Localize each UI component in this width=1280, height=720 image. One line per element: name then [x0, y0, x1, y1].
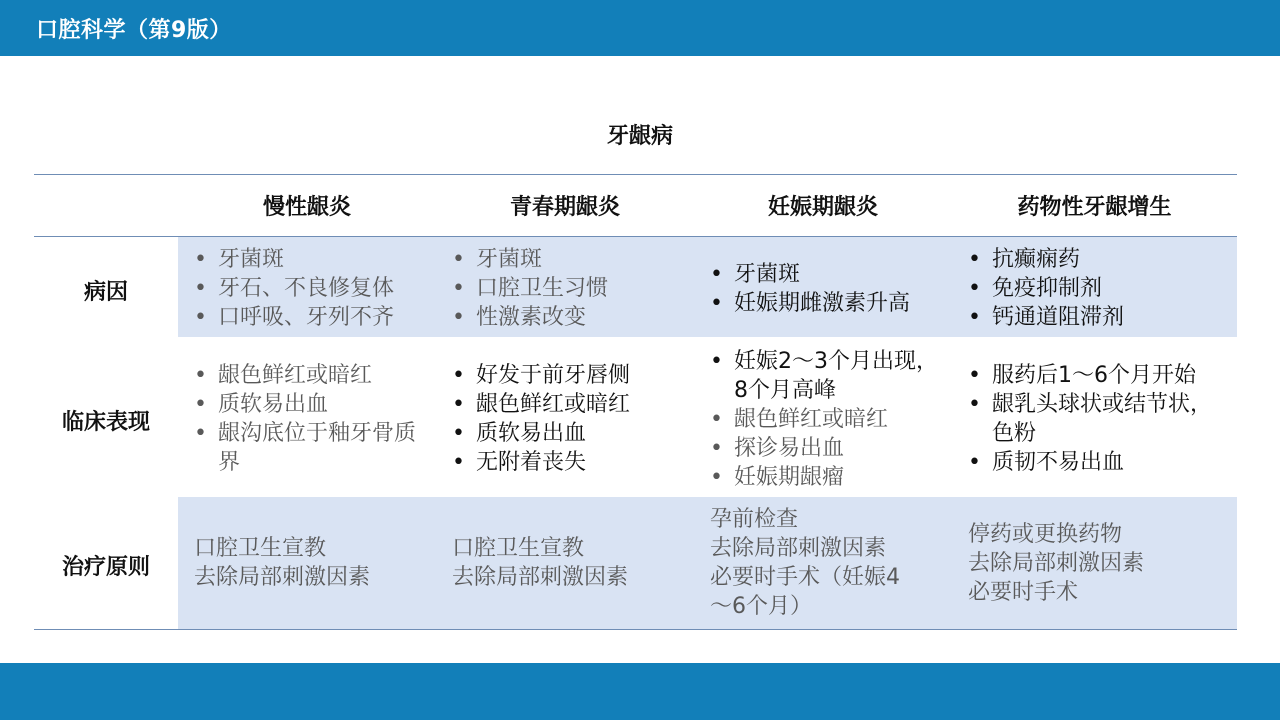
list-item: • 无附着丧失 — [446, 448, 691, 477]
row-header-treatment: 治疗原则 — [61, 555, 150, 580]
list-item: • 质软易出血 — [188, 390, 428, 419]
cell-etiology-pregnancy — [704, 245, 949, 332]
list-item: • 质软易出血 — [446, 419, 691, 448]
text-line: 去除局部刺激因素 — [452, 565, 629, 590]
cell-clinical-drug — [962, 345, 1227, 493]
cell-etiology-chronic — [188, 245, 433, 332]
list-item: • 钙通道阻滞剂 — [962, 303, 1232, 332]
list-item: • 口腔卫生习惯 — [446, 274, 691, 303]
cell-etiology-drug — [962, 245, 1232, 332]
cell-treatment-pregnancy — [710, 500, 920, 626]
row-header-clinical: 临床表现 — [61, 410, 150, 435]
text-line: 去除局部刺激因素 — [194, 565, 371, 590]
cell-clinical-chronic — [188, 345, 428, 493]
header-bar — [0, 0, 1280, 56]
column-header-drug-induced-hyperplasia: 药物性牙龈增生 — [1017, 195, 1172, 220]
list-item: • 妊娠期雌激素升高 — [704, 289, 949, 318]
list-item: • 龈沟底位于釉牙骨质界 — [188, 419, 428, 477]
list-item: • 口呼吸、牙列不齐 — [188, 303, 433, 332]
list-item: • 牙菌斑 — [446, 245, 691, 274]
text-line: 口腔卫生宣教 — [452, 536, 585, 561]
table-title: 牙龈病 — [606, 124, 673, 149]
row-header-etiology: 病因 — [83, 280, 128, 305]
table-top-rule — [34, 174, 1237, 175]
text-line: 必要时手术（妊娠4～6个月） — [710, 565, 900, 619]
list-item: • 好发于前牙唇侧 — [446, 361, 691, 390]
header-title: 口腔科学（第9版） — [36, 18, 232, 43]
list-item: • 牙菌斑 — [188, 245, 433, 274]
cell-treatment-chronic — [194, 500, 429, 626]
column-header-chronic-gingivitis: 慢性龈炎 — [262, 195, 351, 220]
list-item: • 抗癫痫药 — [962, 245, 1232, 274]
list-item: • 质韧不易出血 — [962, 448, 1227, 477]
list-item: • 龈乳头球状或结节状，色粉 — [962, 390, 1227, 448]
list-item: • 牙菌斑 — [704, 260, 949, 289]
text-line: 孕前检查 — [710, 507, 799, 532]
text-line: 必要时手术 — [968, 579, 1079, 605]
cell-treatment-puberty — [452, 500, 687, 626]
list-item: • 龈色鲜红或暗红 — [704, 405, 949, 434]
column-header-puberty-gingivitis: 青春期龈炎 — [509, 195, 620, 220]
cell-clinical-puberty — [446, 345, 691, 493]
list-item: • 牙石、不良修复体 — [188, 274, 433, 303]
cell-etiology-puberty — [446, 245, 691, 332]
list-item: • 探诊易出血 — [704, 434, 949, 463]
list-item: • 妊娠期龈瘤 — [704, 463, 949, 492]
list-item: • 龈色鲜红或暗红 — [446, 390, 691, 419]
table-bottom-rule — [34, 629, 1237, 630]
text-line: 去除局部刺激因素 — [968, 550, 1145, 576]
list-item: • 妊娠2～3个月出现，8个月高峰 — [704, 347, 949, 405]
text-line: 去除局部刺激因素 — [710, 536, 887, 561]
list-item: • 服药后1～6个月开始 — [962, 361, 1227, 390]
cell-clinical-pregnancy — [704, 345, 949, 493]
list-item: • 性激素改变 — [446, 303, 691, 332]
column-header-pregnancy-gingivitis: 妊娠期龈炎 — [767, 195, 878, 220]
text-line: 口腔卫生宣教 — [194, 536, 327, 561]
list-item: • 龈色鲜红或暗红 — [188, 361, 428, 390]
footer-bar — [0, 663, 1280, 720]
cell-treatment-drug — [968, 500, 1228, 626]
list-item: • 免疫抑制剂 — [962, 274, 1232, 303]
text-line: 停药或更换药物 — [968, 521, 1123, 547]
